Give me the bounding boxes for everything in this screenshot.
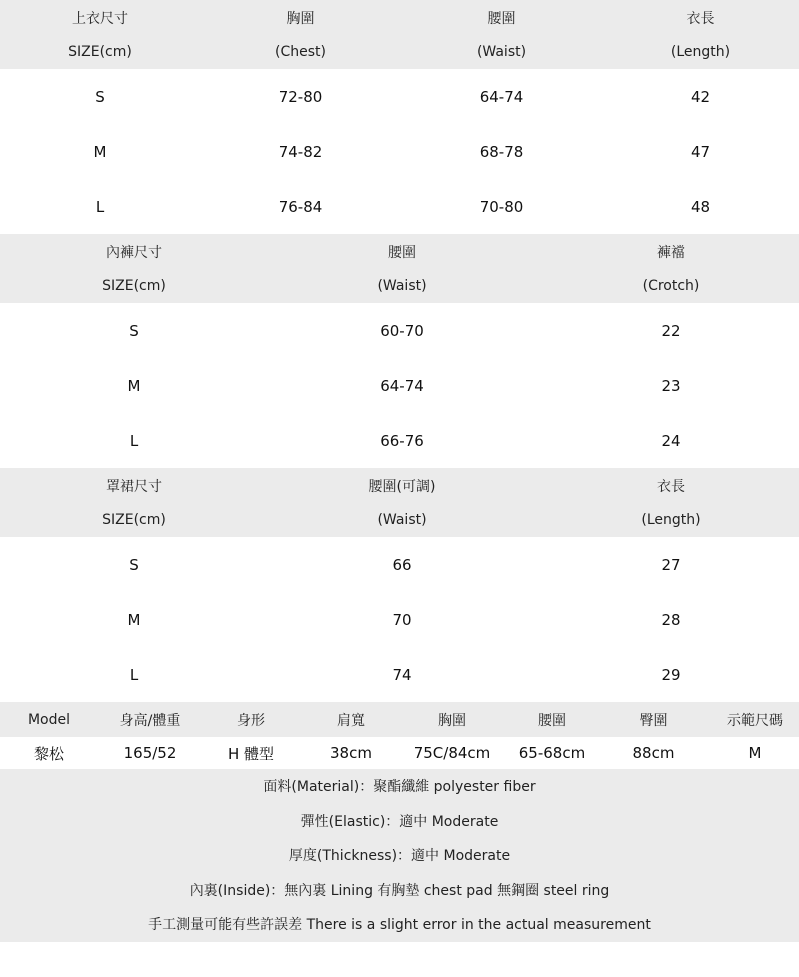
waist-cell: 64-74 — [479, 87, 524, 106]
chest-cell: 72-80 — [278, 87, 323, 106]
waist-cell: 66 — [392, 555, 412, 574]
table-row — [0, 303, 799, 358]
skirt-header-zh — [0, 468, 799, 503]
header-cell: (Chest) — [275, 44, 326, 60]
size-cell: S — [129, 321, 139, 340]
size-cell: M — [127, 610, 141, 629]
model-value-row — [0, 737, 799, 769]
header-cell: 胸圍 — [438, 712, 466, 729]
length-cell: 27 — [661, 555, 681, 574]
header-cell: 褲襠 — [657, 244, 685, 261]
skirt-header-en — [0, 503, 799, 537]
header-cell: 示範尺碼 — [727, 712, 783, 729]
waist-cell: 66-76 — [380, 431, 424, 450]
model-name: 黎松 — [33, 744, 64, 763]
header-cell: 腰圍(可調) — [368, 478, 436, 495]
size-cell: L — [129, 665, 139, 684]
table-row — [0, 179, 799, 234]
table-row — [0, 413, 799, 468]
height-weight: 165/52 — [123, 744, 177, 762]
header-cell: SIZE(cm) — [102, 278, 166, 294]
size-cell: L — [95, 197, 105, 216]
waist-cell: 70 — [392, 610, 412, 629]
waist-cell: 74 — [392, 665, 412, 684]
waist: 65-68cm — [518, 744, 586, 762]
header-cell: 身形 — [237, 712, 265, 729]
table-row — [0, 358, 799, 413]
size-cell: M — [93, 142, 107, 161]
shoulder-width: 38cm — [330, 744, 372, 762]
size-cell: S — [95, 87, 105, 106]
header-cell: (Waist) — [377, 278, 427, 294]
header-cell: Model — [27, 711, 71, 728]
table-row — [0, 647, 799, 702]
hip: 88cm — [632, 744, 675, 762]
material-notes — [0, 769, 799, 942]
table-row — [0, 124, 799, 179]
header-cell: (Crotch) — [642, 278, 700, 294]
header-cell: (Waist) — [476, 44, 527, 60]
header-cell: 身高/體重 — [119, 712, 181, 729]
crotch-cell: 23 — [661, 376, 681, 395]
brief-header-zh — [0, 234, 799, 269]
crotch-cell: 24 — [661, 431, 681, 450]
header-cell: 腰圍 — [487, 10, 516, 27]
length-cell: 29 — [661, 665, 681, 684]
header-cell: 衣長 — [686, 10, 715, 27]
waist-cell: 70-80 — [479, 197, 524, 216]
chest-cell: 76-84 — [278, 197, 323, 216]
header-cell: 上衣尺寸 — [72, 10, 128, 27]
demo-size: M — [748, 744, 762, 762]
length-cell: 47 — [690, 142, 711, 161]
header-cell: (Length) — [641, 512, 701, 528]
waist-cell: 64-74 — [380, 376, 424, 395]
header-cell: 肩寬 — [337, 712, 365, 729]
header-cell: SIZE(cm) — [102, 512, 166, 528]
size-cell: S — [129, 555, 139, 574]
inside-note: 內裏(Inside)：無內裏 Lining 有胸墊 chest pad 無鋼圈 steel ring — [0, 873, 799, 908]
header-cell: (Length) — [670, 44, 731, 60]
header-cell: 罩裙尺寸 — [106, 478, 162, 495]
table-row — [0, 537, 799, 592]
header-cell: 衣長 — [657, 478, 685, 495]
body-type: H 體型 — [227, 744, 275, 763]
length-cell: 28 — [661, 610, 681, 629]
skirt-size-table — [0, 468, 799, 702]
material-note: 面料(Material)：聚酯纖維 polyester fiber — [0, 769, 799, 804]
model-header-row — [0, 702, 799, 737]
model-table — [0, 702, 799, 769]
chest-cell: 74-82 — [278, 142, 323, 161]
waist-cell: 68-78 — [479, 142, 524, 161]
top-header-en — [0, 35, 799, 69]
length-cell: 48 — [690, 197, 711, 216]
crotch-cell: 22 — [661, 321, 681, 340]
size-cell: M — [127, 376, 141, 395]
header-cell: 胸圍 — [286, 10, 315, 27]
header-cell: SIZE(cm) — [68, 44, 132, 60]
header-cell: (Waist) — [377, 512, 427, 528]
header-cell: 腰圍 — [538, 712, 566, 729]
header-cell: 內褲尺寸 — [106, 244, 162, 261]
top-header-zh — [0, 0, 799, 35]
brief-header-en — [0, 269, 799, 303]
top-size-table — [0, 0, 799, 234]
elastic-note: 彈性(Elastic)：適中 Moderate — [0, 804, 799, 839]
brief-size-table — [0, 234, 799, 468]
header-cell: 腰圍 — [388, 244, 416, 261]
measurement-error-note: 手工測量可能有些許誤差 There is a slight error in the actual measurement — [0, 907, 799, 942]
thickness-note: 厚度(Thickness)：適中 Moderate — [0, 838, 799, 873]
waist-cell: 60-70 — [380, 321, 424, 340]
header-cell: 臀圍 — [639, 712, 668, 729]
length-cell: 42 — [690, 87, 711, 106]
table-row — [0, 69, 799, 124]
table-row — [0, 592, 799, 647]
size-cell: L — [129, 431, 139, 450]
chest: 75C/84cm — [413, 744, 491, 762]
